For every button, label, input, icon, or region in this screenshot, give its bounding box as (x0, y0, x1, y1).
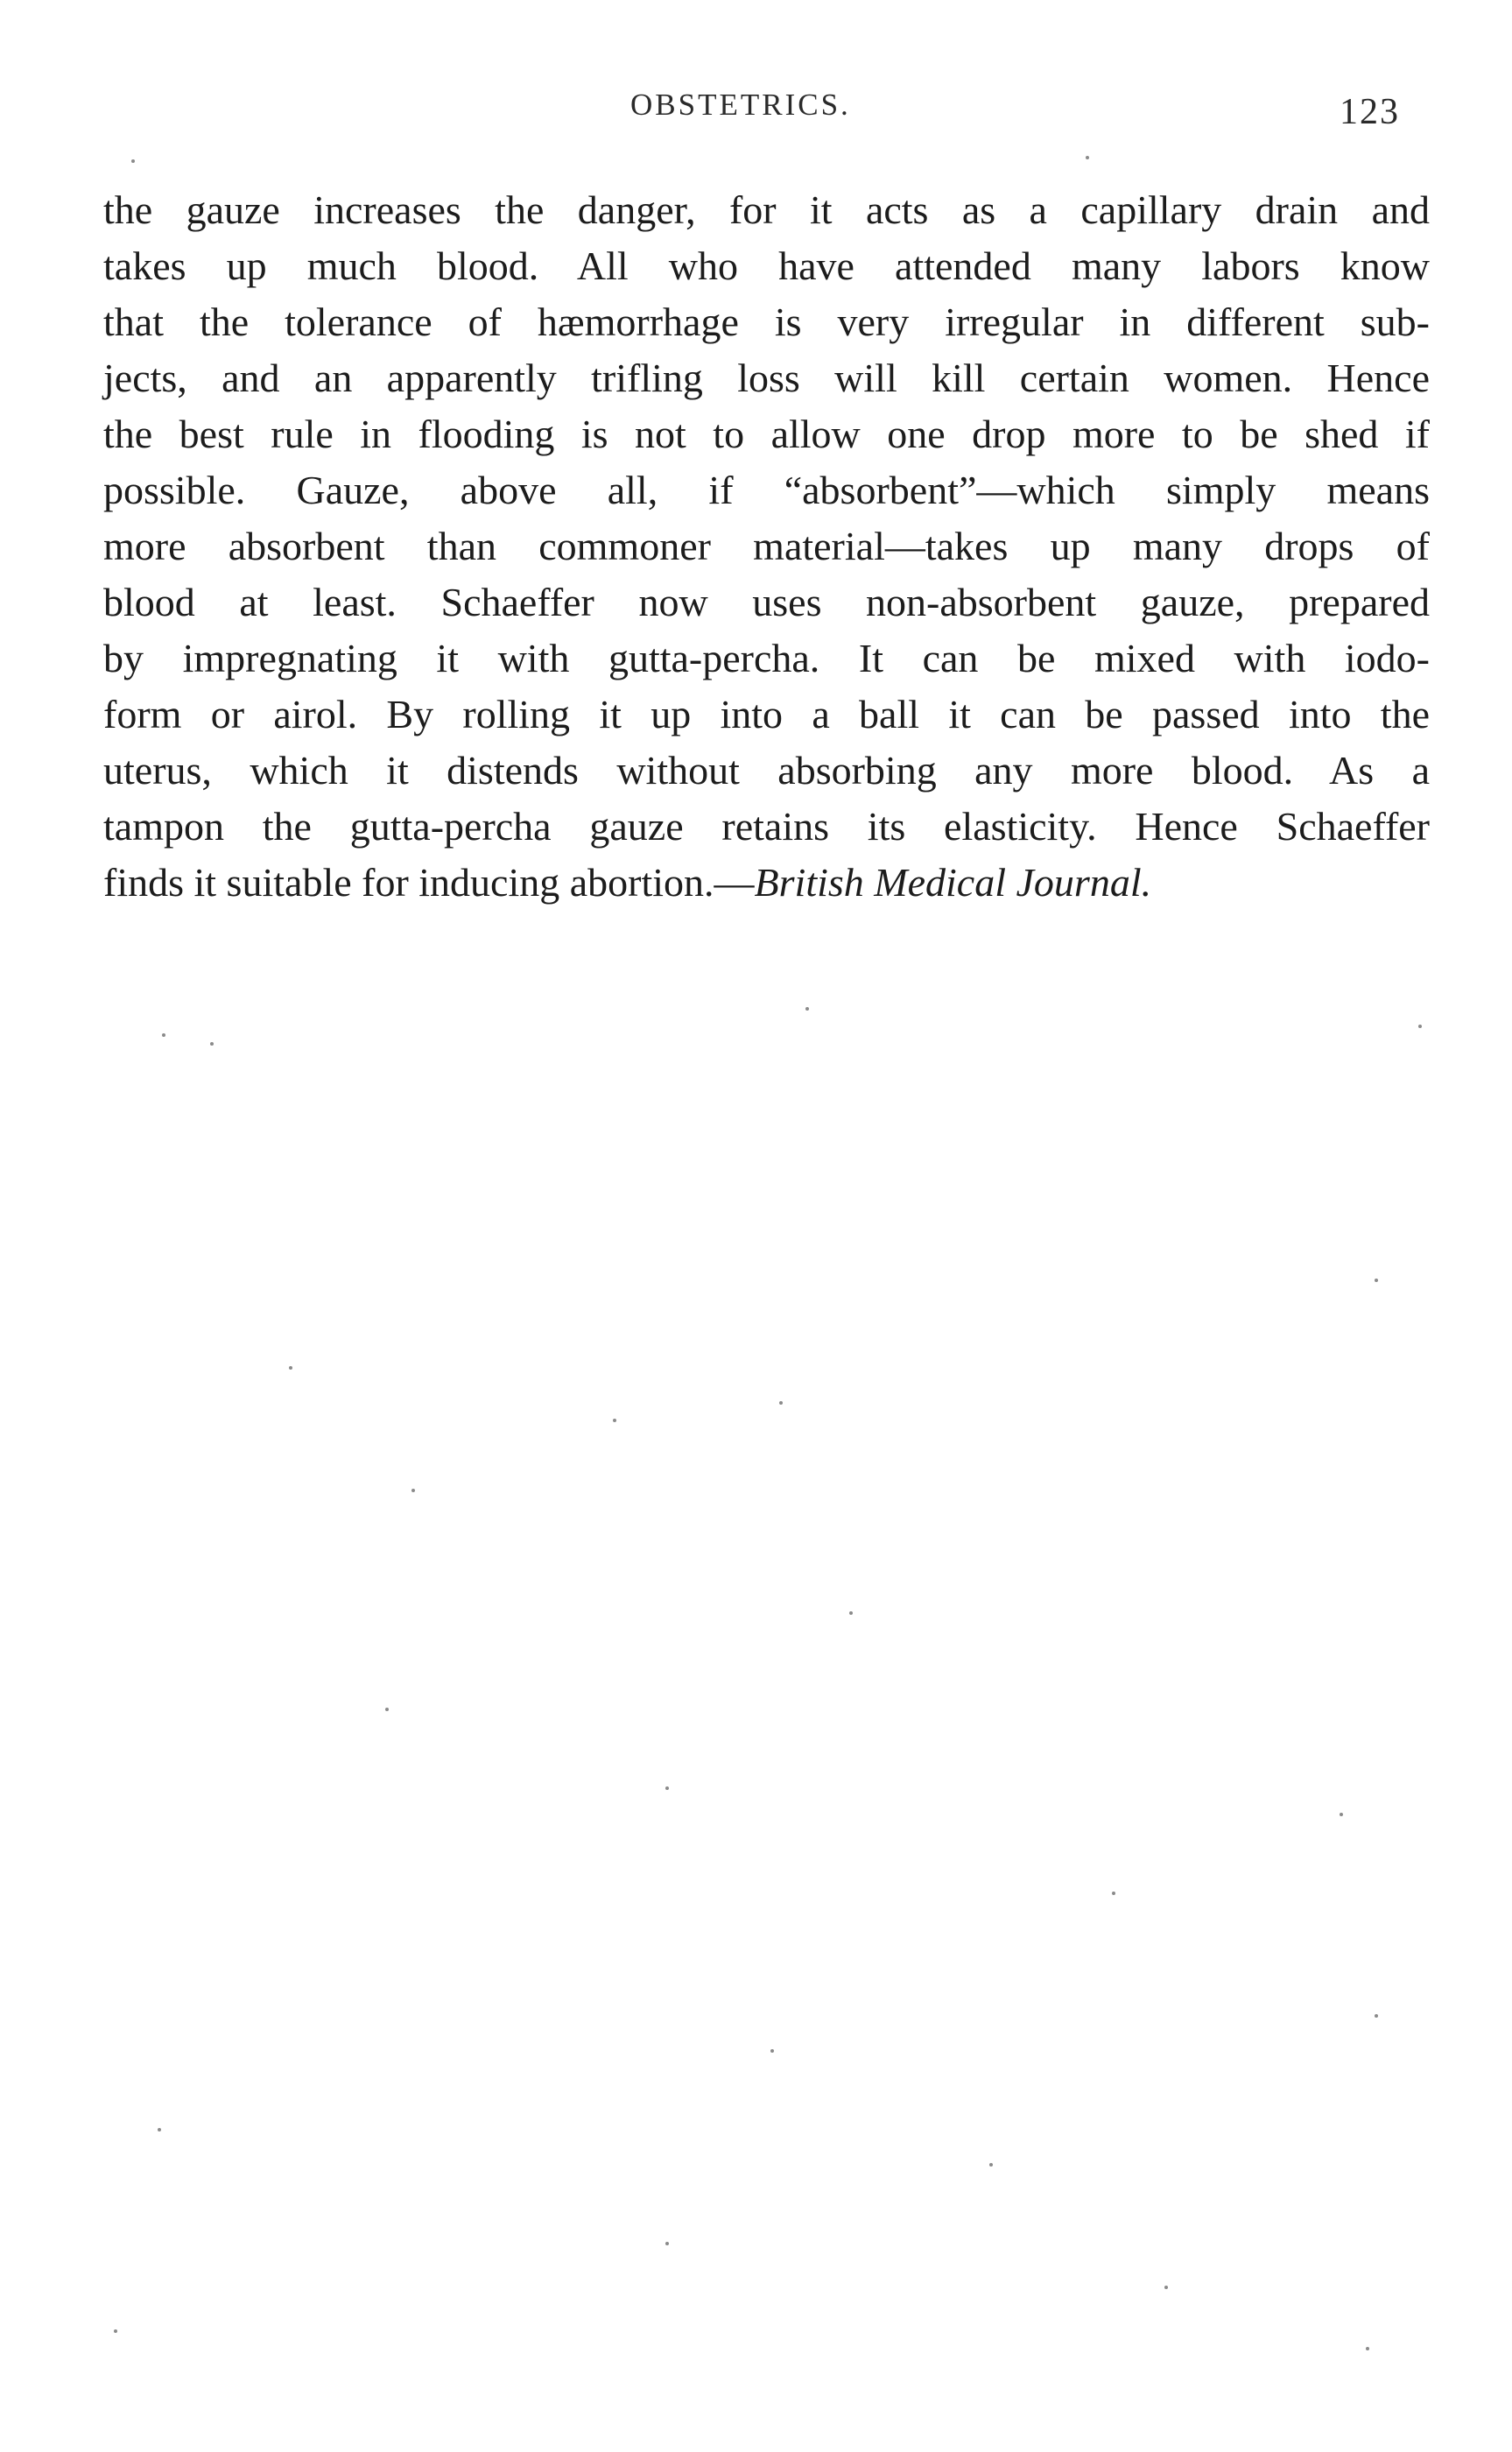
text-line: form or airol. By rolling it up into a ball it can be passed into the (103, 692, 1430, 736)
text-line-final (103, 855, 1430, 911)
text-line: the best rule in flooding is not to allow one drop more to be shed if (103, 412, 1430, 456)
scan-speck (779, 1401, 783, 1405)
scan-speck (770, 2049, 774, 2053)
scan-speck (665, 1786, 669, 1790)
scan-speck (289, 1366, 292, 1370)
scan-speck (805, 1007, 809, 1011)
scan-speck (1375, 1279, 1378, 1282)
text-line: by impregnating it with gutta-percha. It can be mixed with iodo- (103, 636, 1430, 680)
running-title: OBSTETRICS. (630, 88, 851, 122)
scan-speck (114, 2329, 117, 2333)
text-line: possible. Gauze, above all, if “absorbent”—which simply means (103, 468, 1430, 512)
scan-speck (385, 1708, 389, 1711)
scan-speck (162, 1033, 165, 1037)
scan-speck (158, 2128, 161, 2131)
text-line: takes up much blood. All who have attended many labors know (103, 243, 1430, 288)
page-number: 123 (1340, 92, 1400, 132)
scan-speck (1366, 2347, 1369, 2350)
text-line: tampon the gutta-percha gauze retains its elasticity. Hence Schaeffer (103, 804, 1430, 849)
body-paragraph (103, 182, 1430, 911)
scan-speck (1164, 2286, 1168, 2289)
scan-speck (131, 159, 135, 163)
scan-speck (411, 1489, 415, 1492)
scan-speck (665, 2242, 669, 2245)
text-line: jects, and an apparently trifling loss will kill certain women. Hence (103, 356, 1430, 400)
scan-speck (1340, 1813, 1343, 1816)
scan-speck (1112, 1892, 1115, 1895)
text-line: that the tolerance of hæmorrhage is very irregular in different sub- (103, 299, 1430, 344)
text-line: more absorbent than commoner material—takes up many drops of (103, 524, 1430, 568)
scan-speck (1418, 1025, 1422, 1028)
running-head (0, 88, 1512, 140)
text-line: uterus, which it distends without absorbing any more blood. As a (103, 748, 1430, 793)
scan-speck (210, 1042, 214, 1046)
text-line: blood at least. Schaeffer now uses non-absorbent gauze, prepared (103, 580, 1430, 624)
scan-speck (613, 1419, 616, 1422)
scan-speck (1086, 156, 1089, 159)
scan-speck (849, 1611, 853, 1615)
scan-speck (989, 2163, 993, 2167)
source-citation: British Medical Journal. (754, 860, 1152, 905)
text-line: the gauze increases the danger, for it acts as a capillary drain and (103, 187, 1430, 232)
text-line-final-body: finds it suitable for inducing abortion.— (103, 860, 755, 905)
scan-speck (1375, 2014, 1378, 2018)
